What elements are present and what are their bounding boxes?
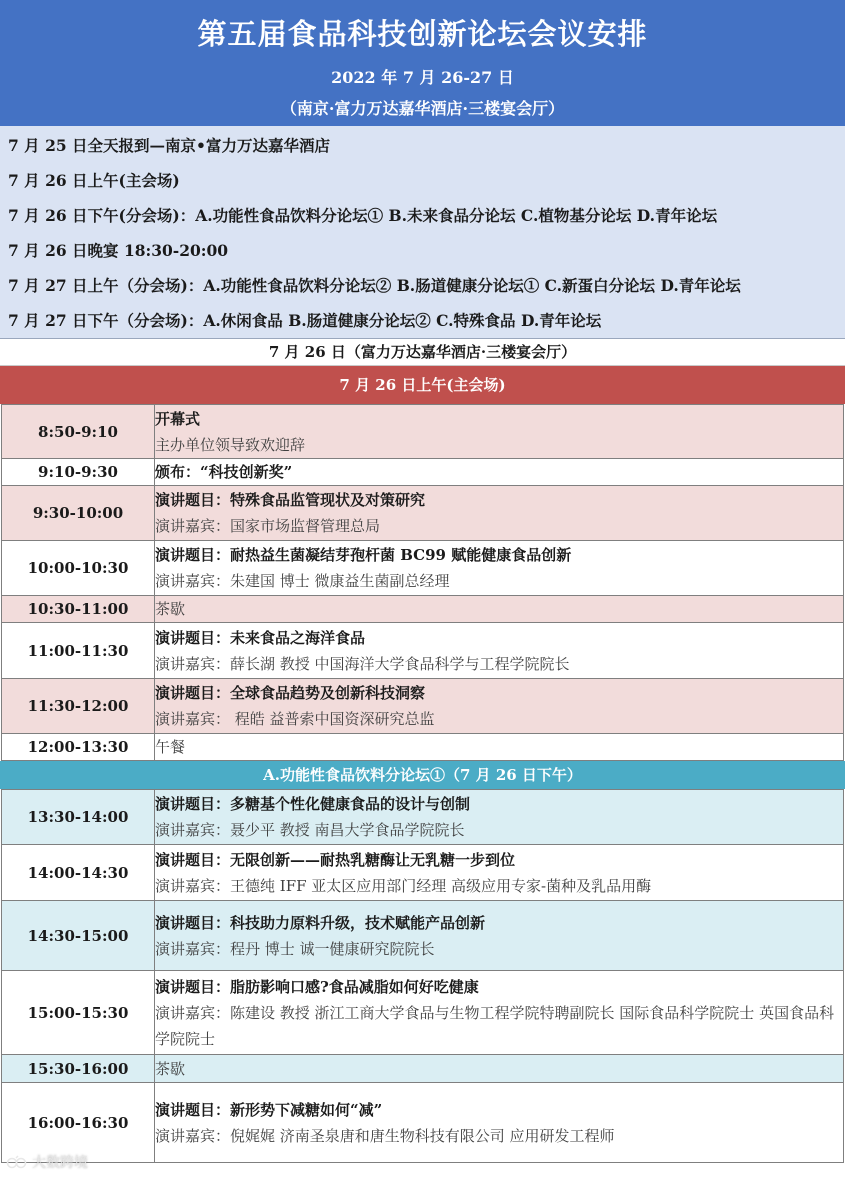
session-cell bbox=[155, 734, 844, 761]
time-cell: 10:30-11:00 bbox=[2, 596, 155, 623]
session-title: 演讲题目：全球食品趋势及创新科技洞察 bbox=[155, 684, 426, 702]
schedule-table-functional-forum bbox=[1, 789, 844, 1163]
session-title: 演讲题目：特殊食品监管现状及对策研究 bbox=[155, 491, 426, 509]
session-cell bbox=[155, 596, 844, 623]
session-cell bbox=[155, 541, 844, 596]
session-speaker: 演讲嘉宾：陈建设 教授 浙江工商大学食品与生物工程学院特聘副院长 国际食品科学院院士 英国食品科学院院士 bbox=[155, 1003, 835, 1048]
session-cell bbox=[155, 1083, 844, 1163]
session-cell bbox=[155, 623, 844, 679]
session-title: 演讲题目：未来食品之海洋食品 bbox=[155, 628, 366, 647]
agenda-header bbox=[0, 0, 845, 126]
session-speaker: 演讲嘉宾：薛长湖 教授 中国海洋大学食品科学与工程学院院长 bbox=[155, 654, 570, 673]
session-speaker: 演讲嘉宾： 程皓 益普索中国资深研究总监 bbox=[155, 710, 435, 728]
session-cell bbox=[155, 971, 844, 1055]
table-row bbox=[2, 679, 844, 734]
watermark-text: 大数跨境 bbox=[32, 1155, 88, 1171]
time-cell: 9:10-9:30 bbox=[2, 459, 155, 486]
break-label: 茶歇 bbox=[155, 1059, 186, 1078]
table-row bbox=[2, 405, 844, 459]
session-speaker: 演讲嘉宾：倪娓娓 济南圣泉唐和唐生物科技有限公司 应用研发工程师 bbox=[155, 1126, 615, 1145]
overview-line: 7 月 27 日下午（分会场)：A.休闲食品 B.肠道健康分论坛② C.特殊食品 D.青年论坛 bbox=[8, 311, 602, 330]
session-title: 演讲题目：科技助力原料升级，技术赋能产品创新 bbox=[155, 913, 486, 932]
time-cell: 15:30-16:00 bbox=[2, 1055, 155, 1083]
table-row bbox=[2, 596, 844, 623]
table-row bbox=[2, 459, 844, 486]
session-speaker: 主办单位领导致欢迎辞 bbox=[155, 435, 306, 454]
overview-line: 7 月 26 日晚宴 18:30-20:00 bbox=[8, 241, 229, 260]
session-title: 演讲题目：无限创新——耐热乳糖酶让无乳糖一步到位 bbox=[155, 850, 516, 869]
session-cell bbox=[155, 405, 844, 459]
time-cell: 12:00-13:30 bbox=[2, 734, 155, 761]
watermark bbox=[6, 1152, 88, 1172]
session-cell bbox=[155, 845, 844, 901]
table-row bbox=[2, 901, 844, 971]
time-cell: 16:00-16:30 bbox=[2, 1083, 155, 1163]
section-heading-main-session: 7 月 26 日上午(主会场) bbox=[0, 366, 845, 404]
overview-line: 7 月 25 日全天报到—南京•富力万达嘉华酒店 bbox=[8, 136, 330, 155]
table-row bbox=[2, 790, 844, 845]
session-speaker: 演讲嘉宾：朱建国 博士 微康益生菌副总经理 bbox=[155, 572, 450, 590]
session-title: 演讲题目：脂肪影响口感?食品减脂如何好吃健康 bbox=[155, 977, 479, 996]
session-cell bbox=[155, 790, 844, 845]
overview-line: 7 月 27 日上午（分会场)：A.功能性食品饮料分论坛② B.肠道健康分论坛① C.新蛋白分论坛 D.青年论坛 bbox=[8, 276, 741, 295]
brand-logo-icon bbox=[6, 1155, 28, 1169]
session-speaker: 演讲嘉宾：聂少平 教授 南昌大学食品学院院长 bbox=[155, 821, 465, 839]
session-title: 演讲题目：新形势下减糖如何“减” bbox=[155, 1100, 383, 1119]
break-label: 茶歇 bbox=[155, 600, 186, 618]
overview-line: 7 月 26 日下午(分会场)：A.功能性食品饮料分论坛① B.未来食品分论坛 C.植物基分论坛 D.青年论坛 bbox=[8, 206, 718, 225]
time-cell: 8:50-9:10 bbox=[2, 405, 155, 459]
table-row bbox=[2, 845, 844, 901]
page-title: 第五届食品科技创新论坛会议安排 bbox=[197, 17, 648, 51]
time-cell: 14:00-14:30 bbox=[2, 845, 155, 901]
session-cell bbox=[155, 679, 844, 734]
table-row bbox=[2, 486, 844, 541]
session-title: 颁布：“科技创新奖” bbox=[155, 463, 293, 481]
session-speaker: 演讲嘉宾：王德纯 IFF 亚太区应用部门经理 高级应用专家-菌种及乳品用酶 bbox=[155, 876, 652, 895]
section-heading-functional-forum: A.功能性食品饮料分论坛①（7 月 26 日下午） bbox=[0, 761, 845, 789]
session-title: 演讲题目：多糖基个性化健康食品的设计与创制 bbox=[155, 795, 471, 813]
schedule-overview bbox=[0, 126, 845, 339]
session-cell bbox=[155, 1055, 844, 1083]
session-cell bbox=[155, 901, 844, 971]
schedule-table-main-session bbox=[1, 404, 844, 761]
session-speaker: 演讲嘉宾：程丹 博士 诚一健康研究院院长 bbox=[155, 939, 435, 958]
time-cell: 14:30-15:00 bbox=[2, 901, 155, 971]
session-cell bbox=[155, 486, 844, 541]
time-cell: 11:00-11:30 bbox=[2, 623, 155, 679]
time-cell: 11:30-12:00 bbox=[2, 679, 155, 734]
table-row bbox=[2, 1083, 844, 1163]
session-cell bbox=[155, 459, 844, 486]
time-cell: 15:00-15:30 bbox=[2, 971, 155, 1055]
session-title: 演讲题目：耐热益生菌凝结芽孢杆菌 BC99 赋能健康食品创新 bbox=[155, 546, 572, 564]
break-label: 午餐 bbox=[155, 738, 186, 756]
table-row bbox=[2, 541, 844, 596]
time-cell: 10:00-10:30 bbox=[2, 541, 155, 596]
table-row bbox=[2, 971, 844, 1055]
time-cell: 13:30-14:00 bbox=[2, 790, 155, 845]
event-venue: （南京·富力万达嘉华酒店·三楼宴会厅） bbox=[280, 99, 565, 118]
table-row bbox=[2, 734, 844, 761]
overview-line: 7 月 26 日上午(主会场) bbox=[8, 171, 180, 190]
time-cell: 9:30-10:00 bbox=[2, 486, 155, 541]
session-title: 开幕式 bbox=[155, 409, 201, 428]
session-speaker: 演讲嘉宾：国家市场监督管理总局 bbox=[155, 517, 381, 535]
table-row bbox=[2, 1055, 844, 1083]
day-heading: 7 月 26 日（富力万达嘉华酒店·三楼宴会厅） bbox=[0, 339, 845, 366]
table-row bbox=[2, 623, 844, 679]
event-date: 2022 年 7 月 26-27 日 bbox=[331, 68, 514, 87]
